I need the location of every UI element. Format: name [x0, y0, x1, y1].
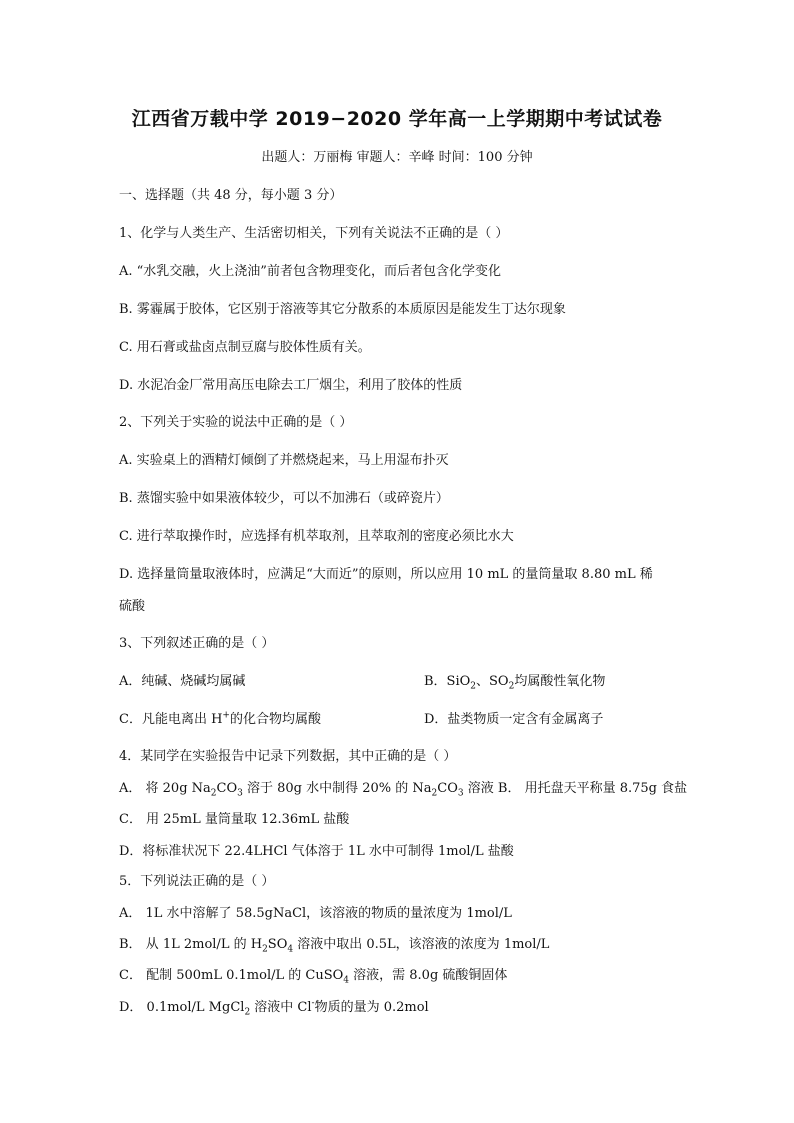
question-1-stem: 1、化学与人类生产、生活密切相关，下列有关说法不正确的是（ ） [119, 226, 509, 241]
question-2-option-a: A. 实验桌上的酒精灯倾倒了并燃烧起来，马上用湿布扑灭 [119, 453, 449, 468]
exam-title: 江西省万载中学 2019−2020 学年高一上学期期中考试试卷 [131, 108, 663, 130]
question-2-option-c: C. 进行萃取操作时，应选择有机萃取剂，且萃取剂的密度必须比水大 [119, 529, 514, 544]
question-3-option-a: A．纯碱、烧碱均属碱 [119, 674, 246, 689]
question-5-option-d: D． 0.1mol/L MgCl$_2$ 溶液中 Cl-物质的量为 0.2mol [119, 998, 429, 1018]
question-3-stem: 3、下列叙述正确的是（ ） [119, 636, 275, 651]
question-1-option-b: B. 雾霾属于胶体，它区别于溶液等其它分散系的本质原因是能发生丁达尔现象 [119, 302, 566, 317]
question-3-option-b: B．SiO$_2$、$SO_2$均属酸性氧化物 [424, 674, 606, 692]
question-4-stem: 4．某同学在实验报告中记录下列数据，其中正确的是（ ） [119, 749, 457, 764]
question-2-option-b: B. 蒸馏实验中如果液体较少，可以不加沸石（或碎瓷片） [119, 491, 449, 506]
question-4-option-d: D．将标准状况下 22.4LHCl 气体溶于 1L 水中可制得 1mol/L 盐酸 [119, 844, 514, 859]
question-4-option-c: C． 用 25mL 量筒量取 12.36mL 盐酸 [119, 812, 350, 827]
section-heading: 一、选择题（共 48 分，每小题 3 分） [119, 188, 343, 203]
question-5-option-a: A． 1L 水中溶解了 58.5gNaCl，该溶液的物质的量浓度为 1mol/L [119, 906, 512, 921]
question-5-stem: 5．下列说法正确的是（ ） [119, 874, 275, 889]
question-5-option-c: C． 配制 500mL 0.1mol/L 的 CuSO$_4$ 溶液，需 8.0g 硫酸铜固体 [119, 968, 508, 986]
question-5-option-b: B． 从 1L 2mol/L 的 $H_2SO_4$ 溶液中取出 0.5L，该溶液的浓度为 1mol/L [119, 937, 550, 955]
question-1-option-a: A. “水乳交融，火上浇油”前者包含物理变化，而后者包含化学变化 [119, 264, 501, 279]
question-4-option-a-b: A． 将 20g $Na_2CO_3$ 溶于 80g 水中制得 20% 的 $Na_2CO_3$ 溶液 B． 用托盘天平称量 8.75g 食盐 [119, 781, 688, 799]
question-1-option-d: D. 水泥冶金厂常用高压电除去工厂烟尘，利用了胶体的性质 [119, 378, 463, 393]
question-3-option-d: D．盐类物质一定含有金属离子 [424, 712, 604, 727]
question-1-option-c: C. 用石膏或盐卤点制豆腐与胶体性质有关。 [119, 340, 371, 355]
exam-subtitle: 出题人：万丽梅 审题人：辛峰 时间：100 分钟 [261, 150, 533, 165]
question-2-stem: 2、下列关于实验的说法中正确的是（ ） [119, 415, 353, 430]
question-3-option-c: C．凡能电离出 H+的化合物均属酸 [119, 710, 321, 727]
question-2-option-d-continued: 硫酸 [119, 599, 146, 614]
question-2-option-d: D. 选择量筒量取液体时，应满足“大而近”的原则，所以应用 10 mL 的量筒量取 8.80 mL 稀 [119, 567, 653, 582]
